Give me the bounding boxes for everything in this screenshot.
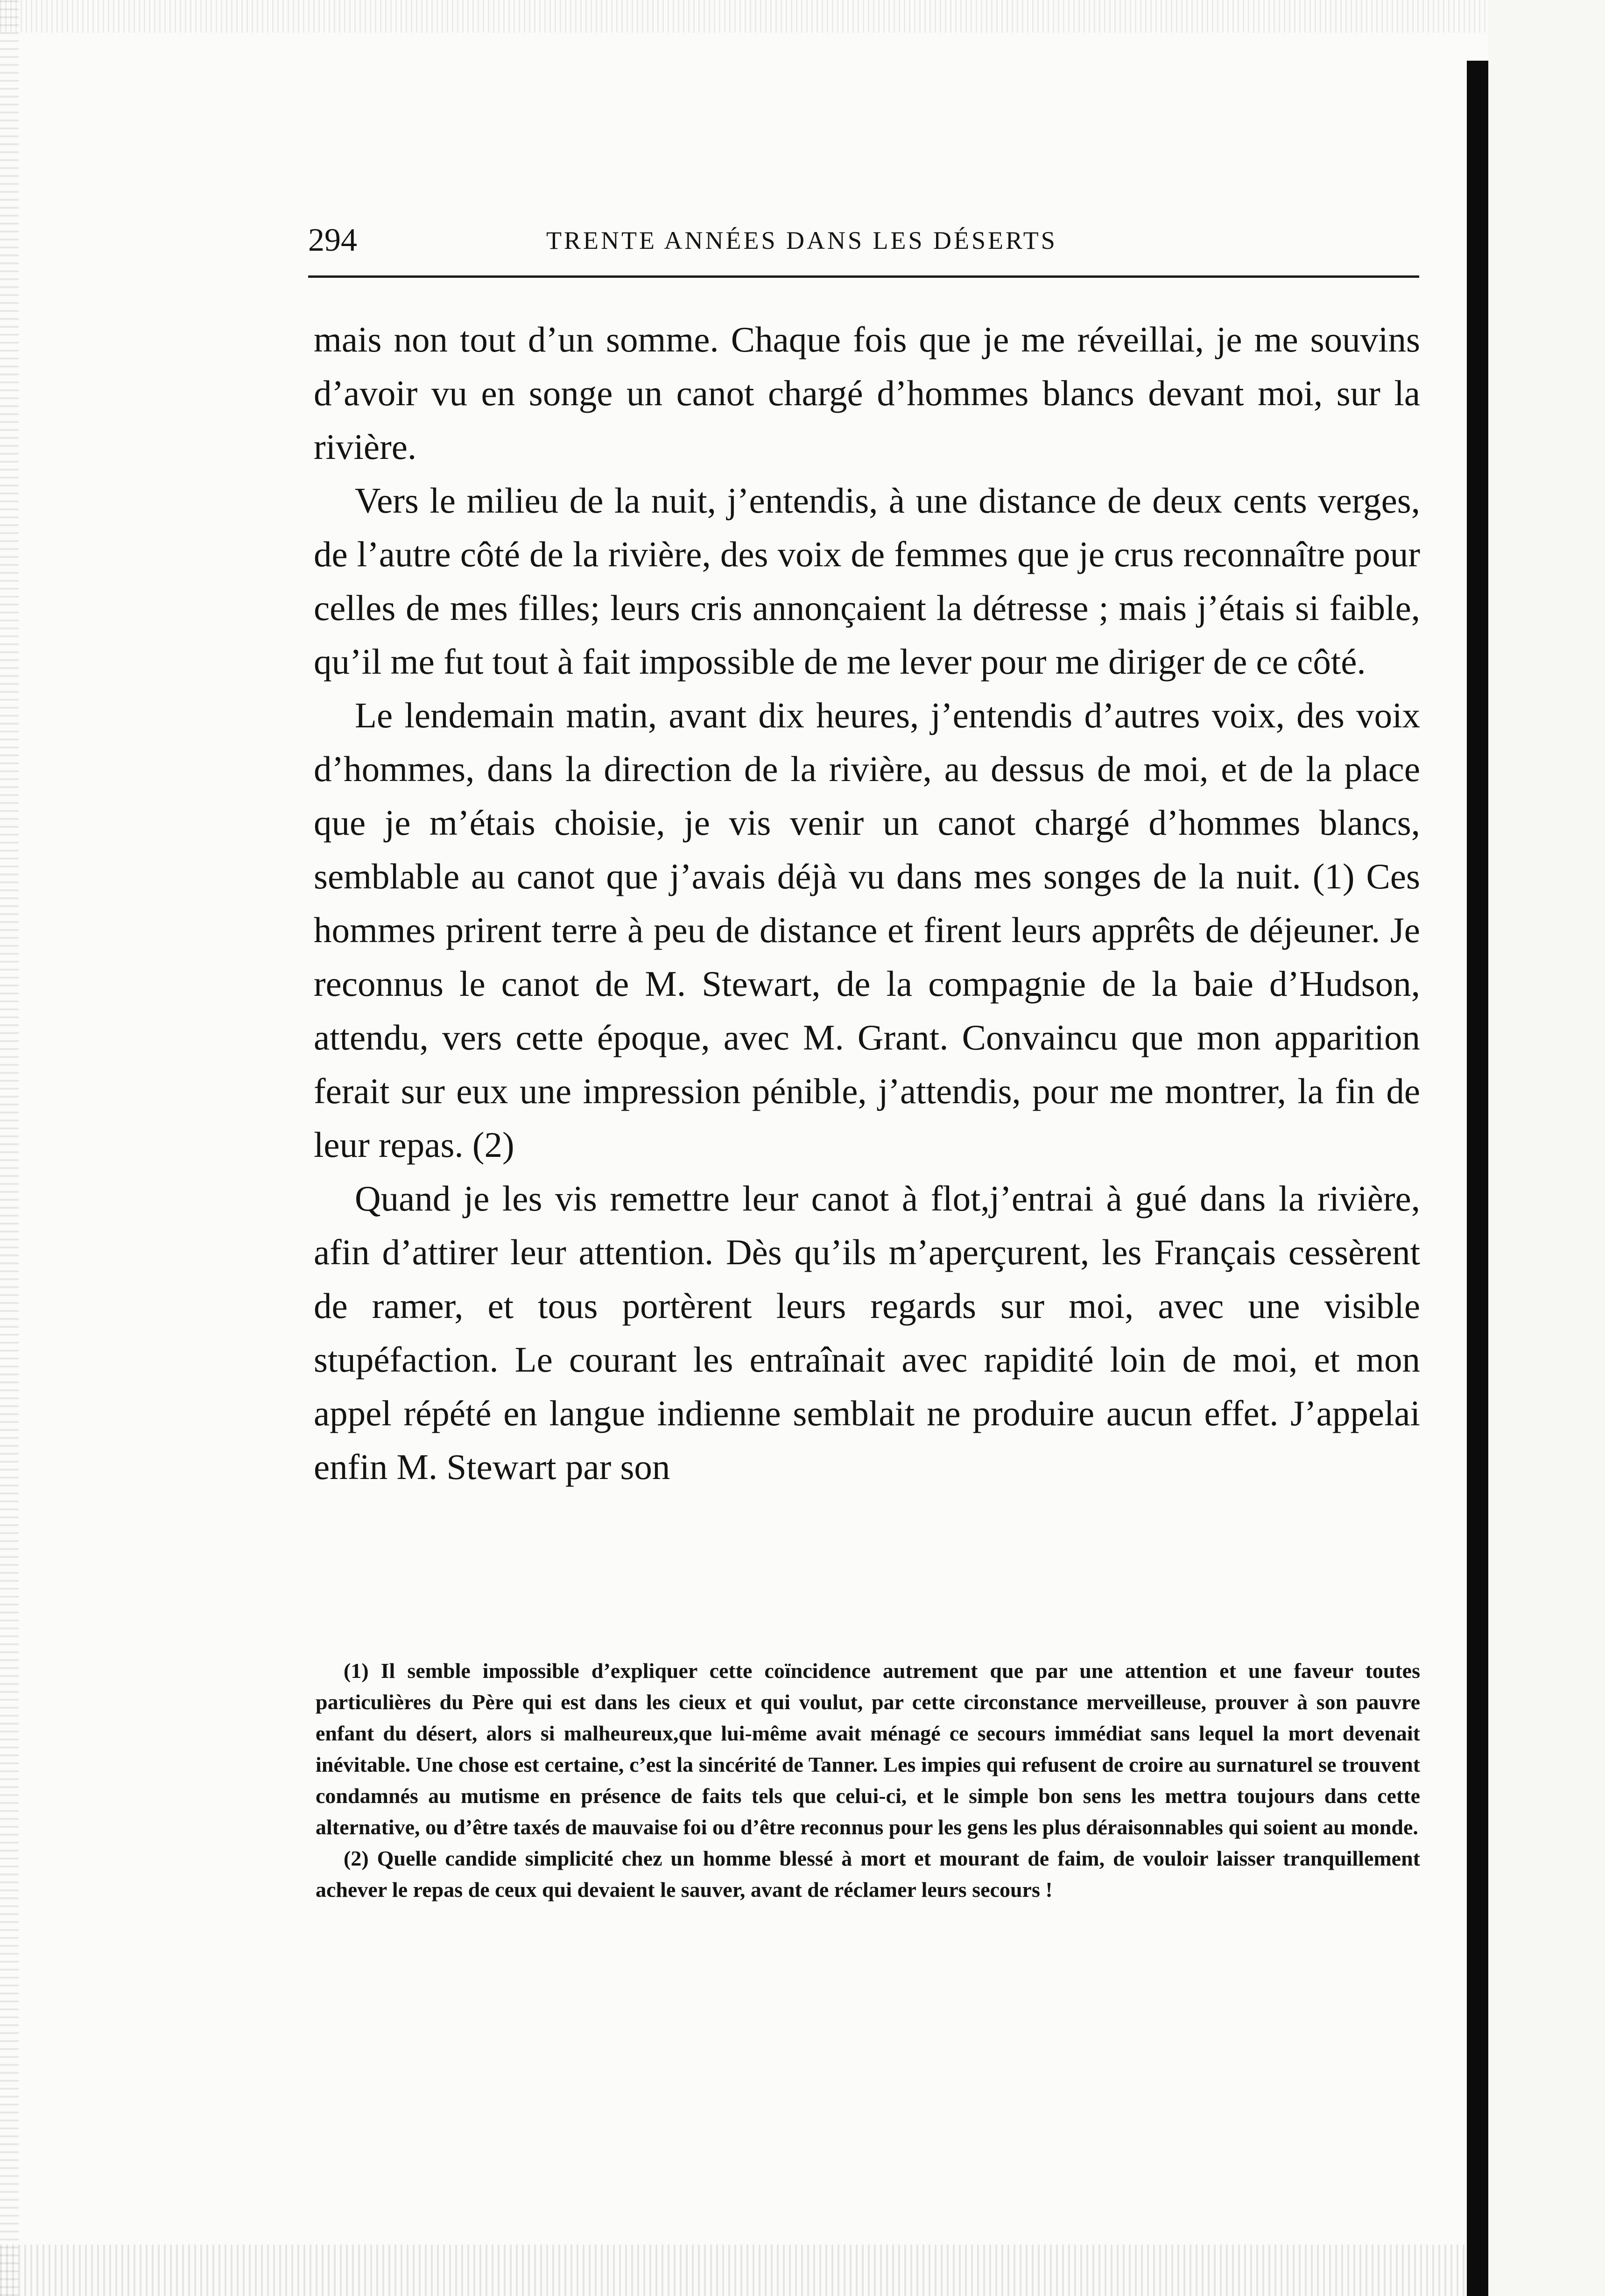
body-paragraph: Le lendemain matin, avant dix heures, j’entendis d’autres voix, des voix d’hommes, dans la direction de la rivière, au dessus de moi, et de la place que je m’étais choisie, je vis venir un canot chargé d’hommes blancs, semblable au canot que j’avais déjà vu dans mes songes de la nuit. (1) Ces hommes prirent terre à peu de distance et firent leurs apprêts de déjeuner. Je reconnus le canot de M. Stewart, de la compagnie de la baie d’Hudson, attendu, vers cette époque, avec M. Grant. Convaincu que mon apparition ferait sur eux une impression pénible, j’attendis, pour me montrer, la fin de leur repas. (2) xyxy=(314,695,1420,1165)
footnote: (2) Quelle candide simplicité chez un homme blessé à mort et mourant de faim, de vouloir laisser tranquillement achever le repas de ceux qui devaient le sauver, avant de réclamer leurs secours ! xyxy=(316,1846,1420,1902)
body-paragraph: Quand je les vis remettre leur canot à flot,j’entrai à gué dans la rivière, afin d’attirer leur attention. Dès qu’ils m’aperçurent, les Français cessèrent de ramer, et tous portèrent leurs regards sur moi, avec une visible stupéfaction. Le courant les entraînait avec rapidité loin de moi, et mon appel répété en langue indienne semblait ne produire aucun effet. J’appelai enfin M. Stewart par son xyxy=(314,1178,1420,1487)
body-paragraph: mais non tout d’un somme. Chaque fois que je me réveillai, je me souvins d’avoir vu en songe un canot chargé d’hommes blancs devant moi, sur la rivière. xyxy=(314,319,1420,467)
facing-page-edge xyxy=(1488,0,1605,2296)
page-number: 294 xyxy=(308,222,357,258)
scan-edge-noise-top xyxy=(0,0,1494,33)
scan-edge-noise-bottom xyxy=(0,2245,1494,2296)
binding-shadow xyxy=(1467,61,1488,2296)
footnotes xyxy=(316,1655,1420,1905)
scan-edge-noise-left xyxy=(0,0,19,2296)
footnote: (1) Il semble impossible d’expliquer cette coïncidence autrement que par une attention et une faveur toutes particulières du Père qui est dans les cieux et qui voulut, par cette circonstance merveilleuse, prouver à son pauvre enfant du désert, alors si malheureux,que lui-même avait ménagé ce secours immédiat sans lequel la mort devenait inévitable. Une chose est certaine, c’est la sincérité de Tanner. Les impies qui refusent de croire au surnaturel se trouvent condamnés au mutisme en présence de faits tels que celui-ci, et le simple bon sens les mettra toujours dans cette alternative, ou d’être taxés de mauvaise foi ou d’être reconnus pour les gens les plus déraisonnables qui soient au monde. xyxy=(316,1659,1420,1839)
body-text xyxy=(314,313,1420,1494)
page-header xyxy=(308,222,1419,259)
body-paragraph: Vers le milieu de la nuit, j’entendis, à une distance de deux cents verges, de l’autre côté de la rivière, des voix de femmes que je crus reconnaître pour celles de mes filles; leurs cris annonçaient la détresse ; mais j’étais si faible, qu’il me fut tout à fait impossible de me lever pour me diriger de ce côté. xyxy=(314,480,1420,682)
header-rule xyxy=(308,275,1419,278)
running-title: TRENTE ANNÉES DANS LES DÉSERTS xyxy=(546,226,1057,254)
